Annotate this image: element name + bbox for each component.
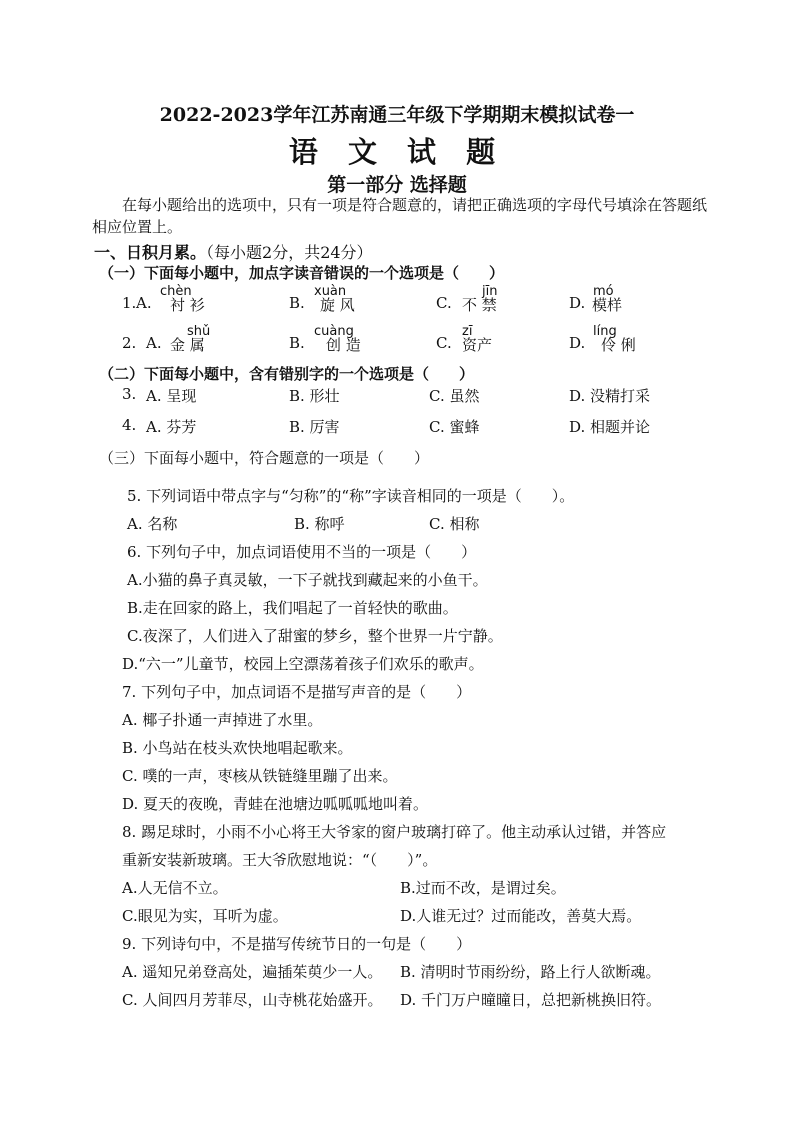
q9-stem: 9. 下列诗句中，不是描写传统节日的一句是（ ） (122, 935, 472, 953)
q6-option-c: C.夜深了，人们进入了甜蜜的梦乡，整个世界一片宁静。 (127, 627, 503, 645)
subsection-1-heading: （一）下面每小题中，加点字读音错误的一个选项是（ ） (99, 264, 505, 282)
q9-option-d: D. 千门万户曈曈日，总把新桃换旧符。 (400, 991, 662, 1009)
q2-option-b-text: 创 造 (326, 336, 361, 354)
q8-option-a: A.人无信不立。 (122, 879, 228, 897)
q8-stem-line-1: 8. 踢足球时，小雨不小心将王大爷家的窗户玻璃打碎了。他主动承认过错，并答应 (122, 823, 667, 841)
q9-option-b: B. 清明时节雨纷纷，路上行人欲断魂。 (400, 963, 661, 981)
exam-title: 2022-2023学年江苏南通三年级下学期期末模拟试卷一 (159, 104, 635, 126)
q5-option-a: A. 名称 (127, 515, 178, 533)
q1-option-c-label: C. (436, 294, 452, 312)
q1-option-a-text: 衬 衫 (170, 296, 205, 314)
q2-d-pinyin: líng (593, 324, 617, 339)
q1-d-pinyin: mó (593, 284, 614, 299)
q2-option-a-text: 金 属 (170, 336, 205, 354)
q5-stem: 5. 下列词语中带点字与“匀称”的“称”字读音相同的一项是（ ）。 (127, 487, 575, 505)
section-1-title: 一、日积月累。 (94, 243, 207, 262)
q3-option-d: D. 没精打采 (569, 387, 651, 405)
q7-option-d: D. 夏天的夜晚，青蛙在池塘边呱呱呱地叫着。 (122, 795, 429, 813)
q2-option-c-label: C. (436, 334, 452, 352)
q9-option-a: A. 遥知兄弟登高处，遍插茱萸少一人。 (122, 963, 383, 981)
q1-option-b-label: B. (289, 294, 305, 312)
q4-number: 4. (122, 416, 137, 434)
q1-a-pinyin: chèn (160, 284, 192, 299)
q1-option-c-text: 不 禁 (462, 296, 497, 314)
q6-option-b: B.走在回家的路上，我们唱起了一首轻快的歌曲。 (127, 599, 458, 617)
q6-option-d: D.“六一”儿童节，校园上空漂荡着孩子们欢乐的歌声。 (122, 655, 484, 673)
q8-stem-line-2: 重新安装新玻璃。王大爷欣慰地说：“（ ）”。 (122, 851, 438, 869)
instructions-text: 在每小题给出的选项中，只有一项是符合题意的，请把正确选项的字母代号填涂在答题纸相应位置上。 (92, 196, 708, 236)
q1-number: 1. (122, 294, 137, 312)
q5-option-b: B. 称呼 (294, 515, 345, 533)
q4-option-d: D. 相题并论 (569, 418, 651, 436)
q2-option-d-label: D. (569, 334, 586, 352)
q8-option-d: D.人谁无过？过而能改，善莫大焉。 (400, 907, 642, 925)
q9-option-c: C. 人间四月芳菲尽，山寺桃花始盛开。 (122, 991, 383, 1009)
q3-option-c: C. 虽然 (429, 387, 480, 405)
q1-c-pinyin: jīn (482, 284, 498, 299)
q7-option-c: C. 噗的一声，枣核从铁链缝里蹦了出来。 (122, 767, 398, 785)
q2-c-pinyin: zī (462, 324, 473, 339)
q2-option-b-label: B. (289, 334, 305, 352)
part-title: 第一部分 选择题 (327, 174, 467, 196)
q4-option-c: C. 蜜蜂 (429, 418, 480, 436)
q7-option-b: B. 小鸟站在枝头欢快地唱起歌来。 (122, 739, 353, 757)
q2-number: 2. (122, 334, 137, 352)
q6-option-a: A.小猫的鼻子真灵敏，一下子就找到藏起来的小鱼干。 (127, 571, 488, 589)
q3-number: 3. (122, 385, 137, 403)
q8-option-c: C.眼见为实，耳听为虚。 (122, 907, 288, 925)
q1-option-b-text: 旋 风 (320, 296, 355, 314)
q1-b-pinyin: xuàn (314, 284, 347, 299)
q1-option-d-text: 模样 (592, 296, 623, 314)
q1-option-d-label: D. (569, 294, 586, 312)
q1-option-a-label: A. (136, 294, 152, 312)
q2-b-pinyin: cuàng (314, 324, 354, 339)
q2-option-c-text: 资产 (462, 336, 493, 354)
q2-a-pinyin: shǔ (187, 324, 211, 339)
section-1-note: （每小题2分，共24分） (206, 243, 373, 262)
q5-option-c: C. 相称 (429, 515, 480, 533)
q7-option-a: A. 椰子扑通一声掉进了水里。 (122, 711, 323, 729)
q2-option-d-text: 伶 俐 (601, 336, 636, 354)
q4-option-b: B. 厉害 (289, 418, 340, 436)
section-1-heading (94, 240, 373, 263)
q3-option-a: A. 呈现 (146, 387, 197, 405)
subject-title: 语 文 试 题 (288, 135, 506, 169)
q7-stem: 7. 下列句子中，加点词语不是描写声音的是（ ） (122, 683, 472, 701)
q8-option-b: B.过而不改，是谓过矣。 (400, 879, 566, 897)
q3-option-b: B. 形壮 (289, 387, 340, 405)
instructions (92, 194, 712, 238)
q2-option-a-label: A. (146, 334, 162, 352)
subsection-2-heading: （二）下面每小题中，含有错别字的一个选项是（ ） (99, 365, 475, 383)
q4-option-a: A. 芬芳 (146, 418, 197, 436)
subsection-3-heading: （三）下面每小题中，符合题意的一项是（ ） (99, 449, 430, 467)
q6-stem: 6. 下列句子中，加点词语使用不当的一项是（ ） (127, 543, 477, 561)
